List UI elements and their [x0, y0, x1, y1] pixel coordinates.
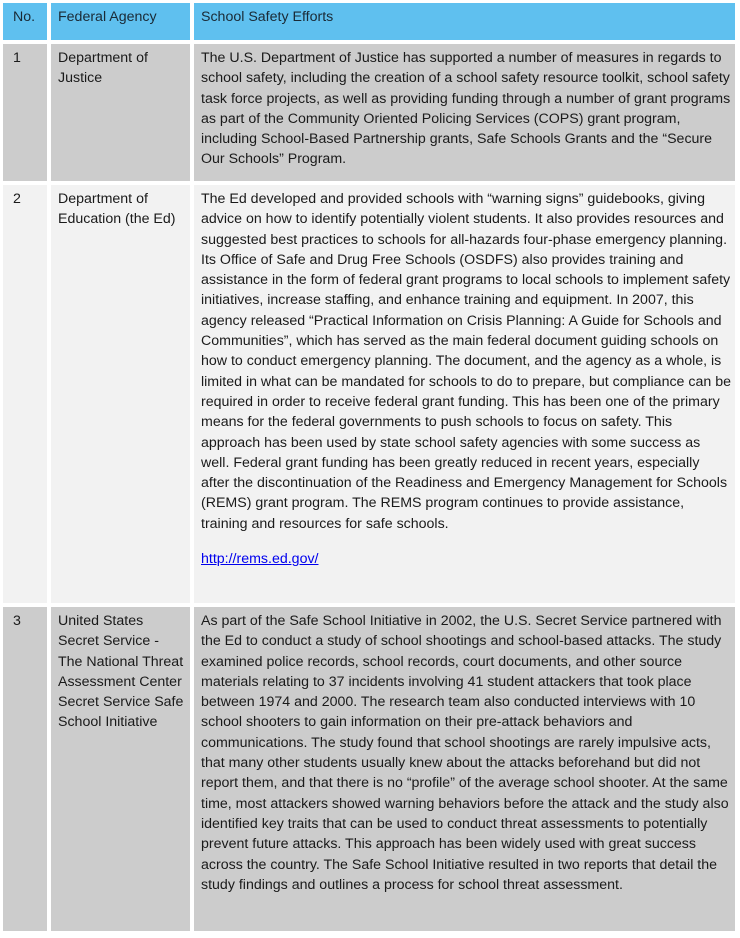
header-no: No. [3, 3, 47, 40]
efforts-paragraph: As part of the Safe School Initiative in 2002, the U.S. Secret Service partnered with the Ed to conduct a study of school shootings and school-based attacks. The study examined police records, school records, court documents, and other source materials relating to 37 incidents involving 41 student attackers that took place between 1974 and 2000. The research team also conducted interviews with 10 school shooters to gain information on their pre-attack behaviors and communications. The study found that school shootings are rarely impulsive acts, that many other students usually knew about the attacks beforehand but did not report them, and that there is no “profile” of the average school shooter. At the same time, most attackers showed warning behaviors before the attack and the study also identified key traits that can be used to conduct threat assessments to potentially prevent future attacks. This approach has been widely used with great success across the country. The Safe School Initiative resulted in two reports that detail the study findings and outlines a process for school threat assessment. [201, 613, 729, 893]
rems-link[interactable]: http://rems.ed.gov/ [201, 551, 319, 568]
table-header-row [3, 3, 735, 40]
table-row [3, 185, 735, 603]
efforts-paragraph: The Ed developed and provided schools with “warning signs” guidebooks, giving advice on how to identify potentially violent students. It also provides resources and suggested best practices to schools for all-hazards four-phase emergency planning. Its Office of Safe and Drug Free Schools (OSDFS) also provides training and assistance in the form of federal grant programs to local schools to implement safety initiatives, increase staffing, and enhance training and equipment. In 2007, this agency released “Practical Information on Crisis Planning: A Guide for Schools and Communities”, which has served as the main federal document guiding schools on how to conduct emergency planning. The document, and the agency as a whole, is limited in what can be mandated for schools to do to prepare, but compliance can be required in order to receive federal grant funding. This has been one of the primary means for the federal governments to push schools to focus on safety. This approach has been used by state school safety agencies with some success as well. Federal grant funding has been greatly reduced in recent years, especially after the discontinuation of the Readiness and Emergency Management for Schools (REMS) grant program. The REMS program continues to provide assistance, training and resources for safe schools. [201, 191, 731, 532]
agency-name: Department of Justice [51, 44, 190, 181]
federal-agencies-table [3, 3, 735, 935]
table-row [3, 607, 735, 931]
row-number: 2 [3, 185, 47, 603]
agency-name: Department of Education (the Ed) [51, 185, 190, 603]
safety-efforts-text [194, 185, 735, 603]
row-number: 1 [3, 44, 47, 181]
efforts-paragraph: The U.S. Department of Justice has supported a number of measures in regards to school safety, including the creation of a school safety resource toolkit, school safety task force projects, as well as providing funding through a number of grant programs as part of the Community Oriented Policing Services (COPS) grant program, including School-Based Partnership grants, Safe Schools Grants and the “Secure Our Schools” Program. [201, 50, 731, 168]
link-paragraph [201, 549, 731, 569]
header-school-safety-efforts: School Safety Efforts [194, 3, 735, 40]
table-row [3, 44, 735, 181]
header-federal-agency: Federal Agency [51, 3, 190, 40]
safety-efforts-text [194, 607, 735, 931]
row-number: 3 [3, 607, 47, 931]
agency-name: United States Secret Service - The National Threat Assessment Center Secret Service Safe School Initiative [51, 607, 190, 931]
safety-efforts-text [194, 44, 735, 181]
